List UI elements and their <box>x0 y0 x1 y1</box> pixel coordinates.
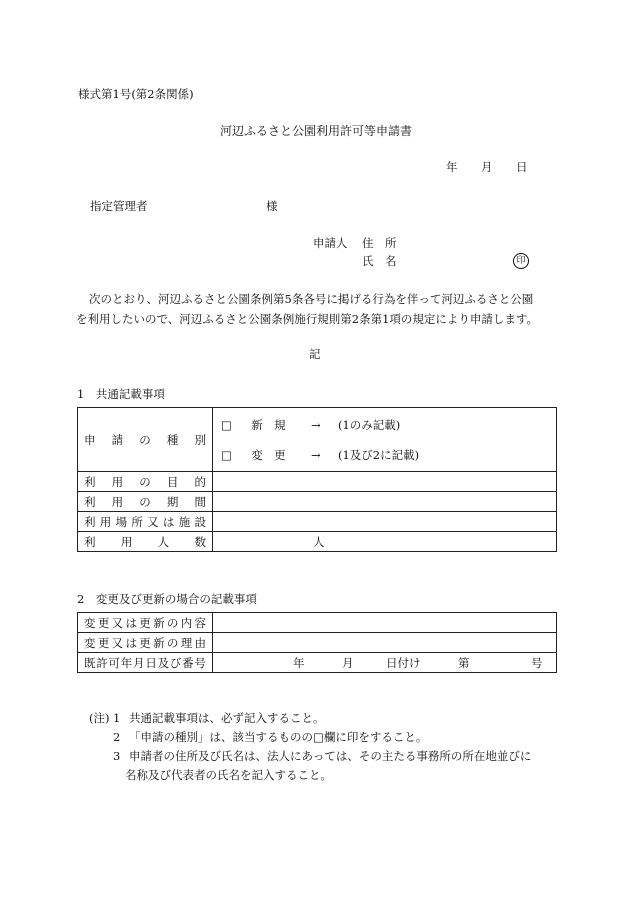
arrow-icon: → <box>311 448 321 462</box>
table-row <box>78 492 557 512</box>
row-label-change-reason: 変 更 又 は 更 新 の 理 由 <box>84 635 206 650</box>
option-change-note: (1及び2に記載) <box>337 448 420 462</box>
option-change-checkbox[interactable]: □ <box>221 448 232 462</box>
arrow-icon: → <box>311 418 321 432</box>
table-row <box>78 472 557 492</box>
seal-mark: 印 <box>513 253 529 269</box>
table-row <box>78 532 557 552</box>
row-label-prior-permit: 既 許 可 年 月 日 及 び 番 号 <box>84 655 206 670</box>
row-label-location: 利 用 場 所 又 は 施 設 <box>84 514 206 529</box>
period-field[interactable] <box>213 492 557 512</box>
change-items-table <box>77 612 557 673</box>
headcount-unit: 人 <box>313 535 325 549</box>
application-type-label: 申 請 の 種 別 <box>84 432 206 447</box>
option-change-label: 変 更 <box>251 448 286 462</box>
option-new-label: 新 規 <box>251 418 286 432</box>
applicant-name-label: 氏 名 <box>362 254 397 268</box>
option-change[interactable] <box>221 448 419 462</box>
row-label-purpose: 利 用 の 目 的 <box>84 474 206 489</box>
date-month: 月 <box>481 160 493 174</box>
permit-dai: 第 <box>458 656 470 670</box>
date-day: 日 <box>516 160 528 174</box>
note-3-text: 申請者の住所及び氏名は、法人にあっては、その主たる事務所の所在地並びに <box>129 749 532 763</box>
prior-permit-field[interactable] <box>213 653 557 673</box>
ki-heading: 記 <box>309 347 321 361</box>
row-label-period: 利 用 の 期 間 <box>84 494 206 509</box>
permit-year: 年 <box>293 656 305 670</box>
row-label-change-content: 変 更 又 は 更 新 の 内 容 <box>84 615 206 630</box>
body-line-2: を利用したいので、河辺ふるさと公園条例施行規則第2条第1項の規定により申請します。 <box>76 312 538 326</box>
note-3-number: 3 <box>113 749 121 763</box>
body-line-1: 次のとおり、河辺ふるさと公園条例第5条各号に掲げる行為を伴って河辺ふるさと公園 <box>89 292 534 306</box>
note-1-text: 共通記載事項は、必ず記入すること。 <box>129 711 325 725</box>
permit-go: 号 <box>531 656 543 670</box>
permit-month: 月 <box>342 656 354 670</box>
addressee-label: 指定管理者 <box>90 199 148 213</box>
applicant-label: 申請人 <box>313 236 348 250</box>
table-row <box>78 512 557 532</box>
option-new-checkbox[interactable]: □ <box>221 418 232 432</box>
row-label-headcount: 利 用 人 数 <box>84 534 206 549</box>
note-1-number: 1 <box>113 711 121 725</box>
option-new[interactable] <box>221 418 400 432</box>
table-row <box>78 633 557 653</box>
option-new-note: (1のみ記載) <box>337 418 401 432</box>
permit-date-suffix: 日付け <box>386 656 421 670</box>
addressee-honorific: 様 <box>266 199 278 213</box>
purpose-field[interactable] <box>213 472 557 492</box>
change-reason-field[interactable] <box>213 633 557 653</box>
location-field[interactable] <box>213 512 557 532</box>
table-row <box>78 653 557 673</box>
section1-heading: 1 共通記載事項 <box>77 387 165 401</box>
section2-heading: 2 変更及び更新の場合の記載事項 <box>77 592 257 606</box>
note-3-continuation: 名称及び代表者の氏名を記入すること。 <box>125 768 332 782</box>
application-type-options <box>213 408 557 472</box>
note-2-text: 「申請の種別」は、該当するものの□欄に印をすること。 <box>129 730 428 744</box>
notes-prefix: (注) <box>89 711 110 725</box>
table-row <box>78 613 557 633</box>
date-year: 年 <box>446 160 458 174</box>
applicant-address-label: 住 所 <box>362 236 397 250</box>
change-content-field[interactable] <box>213 613 557 633</box>
table-row <box>78 408 557 472</box>
form-number: 様式第1号(第2条関係) <box>78 87 194 101</box>
form-title: 河辺ふるさと公園利用許可等申請書 <box>220 124 413 138</box>
headcount-field[interactable] <box>213 532 557 552</box>
note-2-number: 2 <box>113 730 121 744</box>
common-items-table <box>77 407 557 552</box>
